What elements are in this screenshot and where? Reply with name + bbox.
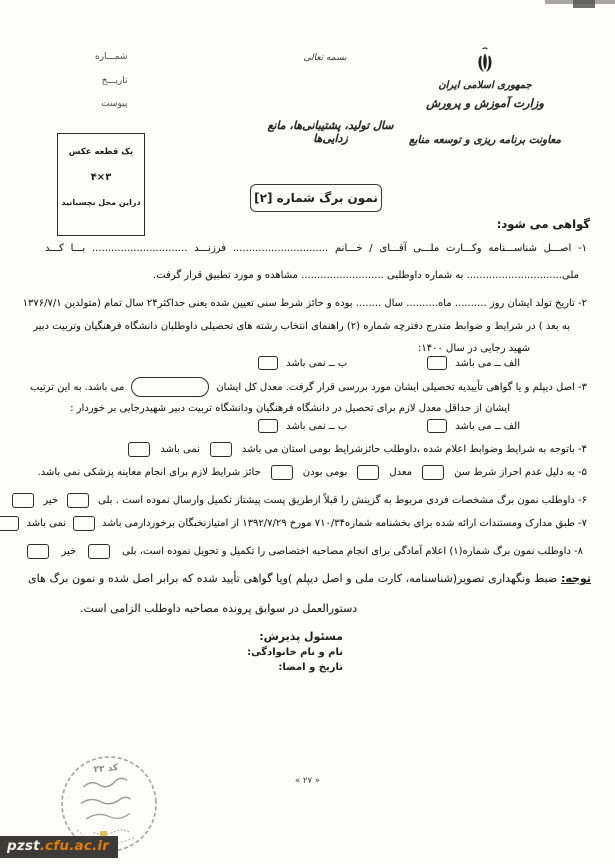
item2-option-a-checkbox xyxy=(427,356,447,370)
stamp-code-text: کد ۲۲ xyxy=(93,763,119,776)
item2-option-b-checkbox xyxy=(258,356,278,370)
item-3-options-row xyxy=(258,419,520,433)
officer-title: مسئول پذیرش: xyxy=(259,630,343,643)
item-2-line-3: شهید رجایی در سال ۱۴۰۰: xyxy=(418,343,530,354)
item-8-text: ۸- داوطلب نمون برگ شماره(۱) اعلام آمادگی برای انجام مصاحبه اختصاصی را تکمیل و تحویل نموده است، بلی xyxy=(122,546,583,557)
option-b-label: ب ــ نمی باشد xyxy=(286,420,348,432)
item-8-no-label: خیر xyxy=(61,546,77,557)
item-6-no-label: خیر xyxy=(43,495,59,506)
item7-no-checkbox xyxy=(0,516,19,531)
item-7-text: ۷- طبق مدارک ومستندات ارائه شده برای بخشنامه شماره۷۱۰/۳۴ مورخ ۱۳۹۲/۷/۲۹ از امتیازنخبگان برخوردارمی باشد xyxy=(102,518,587,529)
basmala: بسمه تعالی xyxy=(303,53,347,63)
item8-no-checkbox xyxy=(27,544,49,559)
item-5-row xyxy=(38,465,587,480)
photo-box-size: ۳×۴ xyxy=(90,172,112,183)
letterhead-deputy: معاونت برنامه ریزی و توسعه منابع xyxy=(409,134,561,146)
item6-no-checkbox xyxy=(12,493,34,508)
ref-fields xyxy=(95,46,127,117)
item7-yes-checkbox xyxy=(73,516,95,531)
item-1-line-2: ملی.............................. به شماره داوطلبی .......................... مشاهده و مورد تطبیق قرار گرفت. xyxy=(153,270,579,281)
iran-emblem-icon xyxy=(472,46,498,78)
item5-gpa-checkbox xyxy=(357,465,379,480)
item4-no-checkbox xyxy=(128,442,150,457)
item-5-text-native: بومی بودن xyxy=(302,467,348,478)
item-2-line-1: ۲- تاریخ تولد ایشان روز .......... ماه.......... سال ........ بوده و حائز شرط سنی تعیین شده یعنی حداکثر۲۴ سال تمام (متولدین ۱۳۷۶/۷/۱ xyxy=(22,298,587,309)
item-4-text: ۴- باتوجه به شرایط وضوابط اعلام شده ،داوطلب حائزشرایط بومی استان می باشد xyxy=(241,444,587,455)
option-a-label: الف ــ می باشد xyxy=(455,357,520,369)
note-line-1 xyxy=(28,571,591,586)
item6-yes-checkbox xyxy=(67,493,89,508)
note-label: توجه: xyxy=(560,572,591,585)
certify-heading: گواهی می شود: xyxy=(496,217,590,231)
item-3-text-pre: ۳- اصل دیپلم و یا گواهی تأییدیه تحصیلی ایشان مورد بررسی قرار گرفت. معدل کل ایشان xyxy=(216,381,587,393)
year-slogan: سال تولید، پشتیبانی‌ها، مانع زدایی‌ها xyxy=(267,119,394,145)
letterhead xyxy=(400,46,570,146)
photo-box xyxy=(57,133,145,236)
officer-date-label: تاریخ و امضا: xyxy=(278,662,343,673)
letterhead-ministry: وزارت آموزش و پرورش xyxy=(426,96,544,110)
option-b-label: ب ــ نمی باشد xyxy=(286,357,348,369)
site-watermark xyxy=(0,836,118,858)
item-4-no-label: نمی باشد xyxy=(160,444,200,455)
note-line-2: دستورالعمل در سوابق پرونده مصاحبه داوطلب الزامی است. xyxy=(80,602,358,615)
item-2-line-2: به بعد ) در شرایط و ضوابط مندرج دفترچه شماره (۲) راهنمای انتخاب رشته های تحصیلی داوطلبان دانشگاه فرهنگیان وتربیت دبیر xyxy=(33,321,570,332)
signature-block xyxy=(247,630,343,677)
page-number: « ۲۷ » xyxy=(295,776,320,786)
item4-yes-checkbox xyxy=(210,442,232,457)
gpa-field-box xyxy=(131,377,209,397)
ref-attachment-label: پیوست xyxy=(101,99,128,109)
item-5-text-age: ۵- به دلیل عدم احراز شرط سن xyxy=(454,467,587,478)
item-7-row xyxy=(0,516,587,531)
letterhead-country: جمهوری اسلامی ایران xyxy=(438,80,532,91)
item-2-options-row xyxy=(258,356,520,370)
item-7-no-label: نمی باشد xyxy=(26,518,67,529)
photo-box-line3: دراین محل بچسبانید xyxy=(61,198,141,207)
item-3-line-1 xyxy=(30,377,587,397)
item-6-row xyxy=(12,493,587,508)
item-1-line-1: ۱- اصـــل شناســـنامه وکـــارت ملـــی آقـــای / خـــانم .............................. فرزنـــد .............................. بـــا کـــد xyxy=(45,243,587,254)
option-a-label: الف ــ می باشد xyxy=(455,420,520,432)
watermark-domain: .cfu.ac.ir xyxy=(39,838,110,854)
item3-option-a-checkbox xyxy=(427,419,447,433)
photo-box-line1: یک قطعه عکس xyxy=(68,147,134,157)
watermark-prefix: pzst xyxy=(7,838,40,854)
item-3-line-2: ایشان از حداقل معدل لازم برای تحصیل در دانشگاه فرهنگیان ودانشگاه تربیت دبیر شهیدرجایی بر خوردار : xyxy=(70,403,510,414)
item-3-text-post: می باشد. به این ترتیب xyxy=(30,381,125,393)
item-4-row xyxy=(128,442,587,457)
form-title: نمون برگ شماره [۲] xyxy=(250,184,382,212)
officer-name-label: نام و نام خانوادگی: xyxy=(247,647,343,658)
note-text: ضبط ونگهداری تصویر(شناسنامه، کارت ملی و اصل دیپلم )ویا گواهی تأیید شده که برابر اصل شده و نمون برگ های xyxy=(28,572,558,585)
item8-yes-checkbox xyxy=(88,544,110,559)
item5-native-checkbox xyxy=(271,465,293,480)
item-8-row xyxy=(27,544,583,559)
item3-option-b-checkbox xyxy=(258,419,278,433)
item5-age-checkbox xyxy=(422,465,444,480)
scan-artifact-mark xyxy=(573,0,595,8)
ref-date-label: تاریـــخ xyxy=(101,75,128,86)
item-5-text-gpa: معدل xyxy=(389,467,413,478)
item-5-text-end: حائز شرایط لازم برای انجام معاینه پزشکی نمی باشد. xyxy=(37,467,261,478)
item-6-text: ۶- داوطلب نمون برگ مشخصات فردی مربوط به گزینش را قبلاً ازطریق پست پیشتاز تکمیل وارسال نموده است . بلی xyxy=(98,495,587,506)
ref-number-label: شمـــاره xyxy=(95,52,128,62)
